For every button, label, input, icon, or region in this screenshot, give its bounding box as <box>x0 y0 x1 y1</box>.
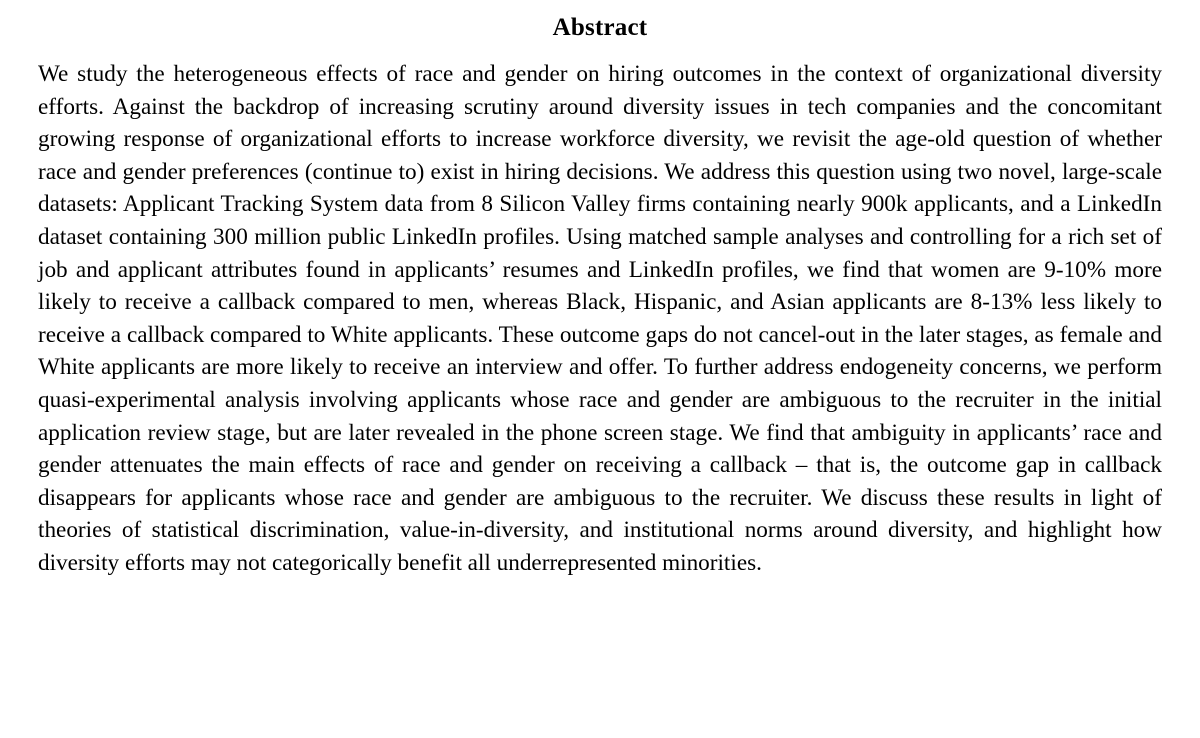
page-title: Abstract <box>552 14 648 41</box>
abstract-paragraph: We study the heterogeneous effects of race and gender on hiring outcomes in the context of organizational diversity efforts. Against the backdrop of increasing scrutiny around diversity issues in tech companies and the concomitant growing response of organizational efforts to increase workforce diversity, we revisit the age-old question of whether race and gender preferences (continue to) exist in hiring decisions. We address this question using two novel, large-scale datasets: Applicant Tracking System data from 8 Silicon Valley firms containing nearly 900k applicants, and a LinkedIn dataset containing 300 million public LinkedIn profiles. Using matched sample analyses and controlling for a rich set of job and applicant attributes found in applicants’ resumes and LinkedIn profiles, we find that women are 9-10% more likely to receive a callback compared to men, whereas Black, Hispanic, and Asian applicants are 8-13% less likely to receive a callback compared to White applicants. These outcome gaps do not cancel-out in the later stages, as female and White applicants are more likely to receive an interview and offer. To further address endogeneity concerns, we perform quasi-experimental analysis involving applicants whose race and gender are ambiguous to the recruiter in the initial application review stage, but are later revealed in the phone screen stage. We find that ambiguity in applicants’ race and gender attenuates the main effects of race and gender on receiving a callback – that is, the outcome gap in callback disappears for applicants whose race and gender are ambiguous to the recruiter. We discuss these results in light of theories of statistical discrimination, value-in-diversity, and institutional norms around diversity, and highlight how diversity efforts may not categorically benefit all underrepresented minorities. <box>38 61 1162 576</box>
